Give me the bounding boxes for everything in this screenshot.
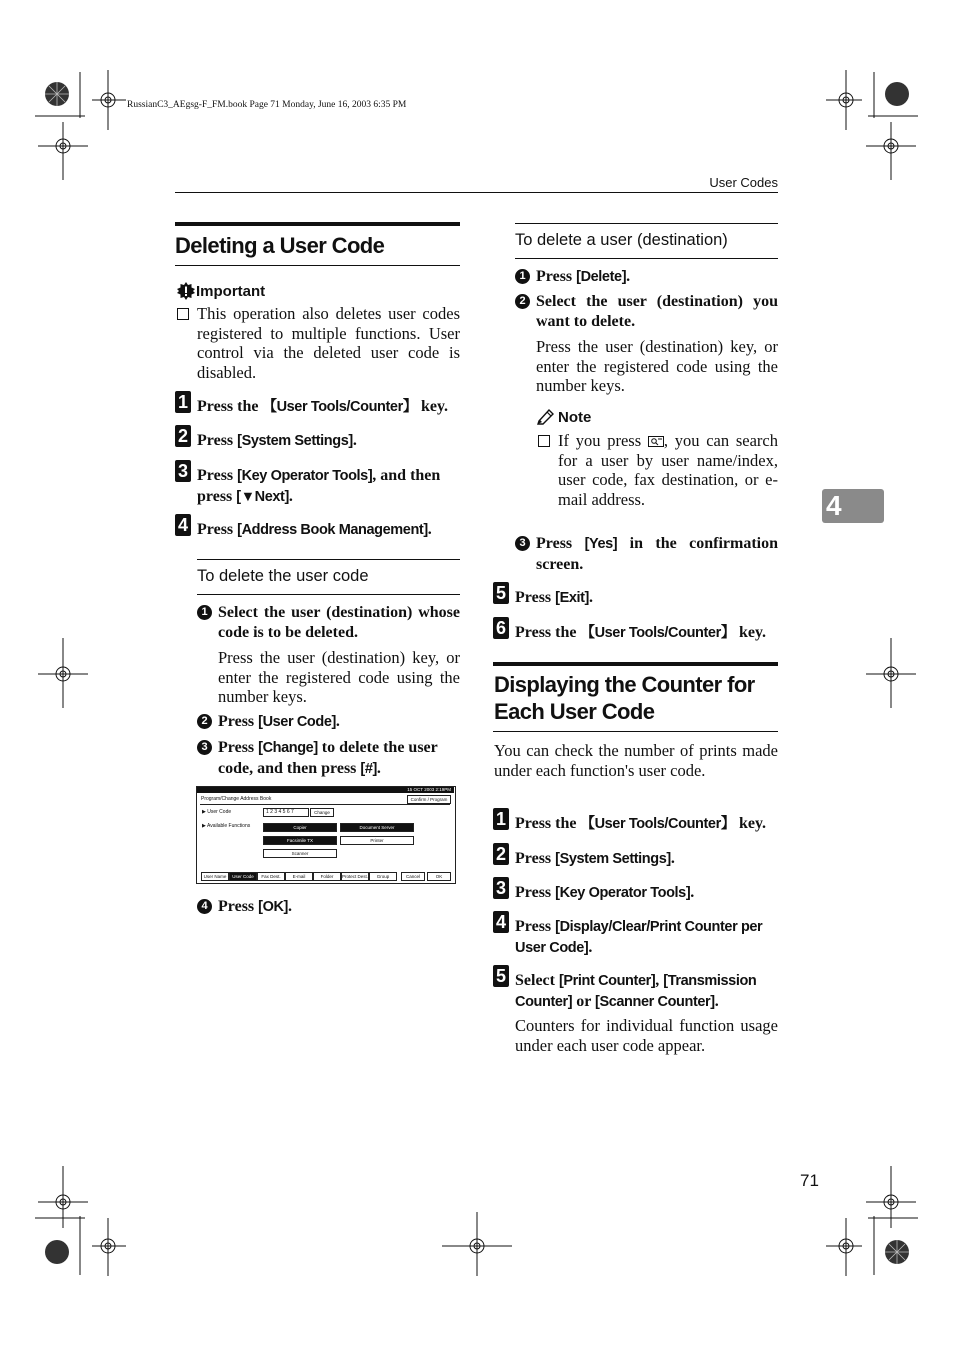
key-user-tools-counter: 【User Tools/Counter】 bbox=[580, 816, 735, 832]
ok-button[interactable]: OK bbox=[427, 872, 451, 881]
substep-number: 2 bbox=[515, 294, 530, 309]
subsection-top-rule bbox=[197, 559, 460, 560]
page-number: 71 bbox=[800, 1171, 819, 1190]
key-print-counter: [Print Counter] bbox=[558, 973, 656, 989]
substep-number: 1 bbox=[197, 605, 212, 620]
step-text: Press [Key Operator Tools]. bbox=[515, 884, 695, 901]
step-number: 2 bbox=[493, 843, 509, 865]
change-button[interactable]: Change bbox=[310, 808, 334, 817]
tab-group[interactable]: Group bbox=[369, 872, 397, 881]
step-number: 4 bbox=[493, 911, 509, 933]
key-key-operator-tools: [Key Operator Tools] bbox=[237, 468, 373, 484]
tab-email[interactable]: E-mail bbox=[285, 872, 313, 881]
substep-text: Press [Yes] in the confirmation screen. bbox=[536, 535, 779, 573]
section-bottom-rule bbox=[493, 731, 778, 732]
step-number: 1 bbox=[493, 808, 509, 830]
key-ok: [OK] bbox=[258, 899, 288, 915]
key-address-book-management: [Address Book Management] bbox=[237, 522, 428, 538]
substep-body: Press the user (destination) key, or enter the registered code using the number keys. bbox=[218, 648, 460, 706]
pencil-note-icon bbox=[536, 407, 556, 425]
substep-number: 4 bbox=[197, 899, 212, 914]
function-printer[interactable]: Printer bbox=[340, 836, 414, 845]
key-display-clear-print-counter: [Display/Clear/Print Counter per User Code] bbox=[515, 919, 763, 956]
section-top-rule bbox=[493, 662, 778, 666]
step-text: Press [Exit]. bbox=[515, 589, 593, 606]
substep-number: 3 bbox=[197, 740, 212, 755]
subsection-top-rule bbox=[515, 223, 778, 224]
tab-user-code[interactable]: User Code bbox=[229, 872, 257, 881]
function-copier[interactable]: Copier bbox=[263, 823, 337, 832]
tab-user-name[interactable]: User Name bbox=[201, 872, 229, 881]
section-title-deleting: Deleting a User Code bbox=[175, 233, 385, 258]
running-head: User Codes bbox=[709, 175, 778, 190]
subsection-bottom-rule bbox=[515, 258, 778, 259]
step-number: 5 bbox=[493, 582, 509, 604]
important-label: Important bbox=[196, 283, 266, 300]
substep-text: Select the user (destination) whose code is to be deleted. bbox=[218, 604, 460, 641]
user-code-label: ▶ User Code bbox=[202, 809, 232, 815]
function-facsimile-tx[interactable]: Facsimile TX bbox=[263, 836, 337, 845]
step-number: 3 bbox=[493, 877, 509, 899]
step-number: 6 bbox=[493, 617, 509, 639]
section-top-rule bbox=[175, 222, 460, 226]
key-yes: [Yes] bbox=[584, 536, 618, 552]
step-number: 2 bbox=[175, 425, 191, 447]
key-change: [Change] bbox=[258, 740, 318, 756]
header-rule bbox=[175, 192, 778, 193]
step-text: Press the 【User Tools/Counter】 key. bbox=[515, 815, 767, 832]
step-text: Press the 【User Tools/Counter】 key. bbox=[515, 624, 767, 641]
tab-folder[interactable]: Folder bbox=[313, 872, 341, 881]
step-text: Press [Key Operator Tools], and then press [▼Next]. bbox=[197, 467, 441, 505]
section-title-displaying-line1: Displaying the Counter for bbox=[494, 672, 755, 697]
section-bottom-rule bbox=[175, 265, 460, 266]
section-title-displaying-line2: Each User Code bbox=[494, 699, 655, 724]
key-hash: [#] bbox=[360, 760, 377, 777]
key-system-settings: [System Settings] bbox=[555, 851, 671, 867]
substep-text: Press [User Code]. bbox=[218, 713, 340, 730]
step-text: Press [Display/Clear/Print Counter per User Code]. bbox=[515, 918, 763, 956]
screen-status-text: 15 OCT 2003 2:19PM bbox=[407, 787, 451, 792]
chapter-tab: 4 bbox=[822, 489, 884, 523]
key-key-operator-tools: [Key Operator Tools] bbox=[555, 885, 691, 901]
available-functions-label: ▶ Available Functions bbox=[202, 823, 251, 829]
key-next: [▼Next] bbox=[236, 488, 289, 505]
note-text: If you press , you can search for a user by user name/index, user code, fax destination, or e-mail address. bbox=[558, 431, 778, 509]
substep-number: 3 bbox=[515, 536, 530, 551]
step-text: Select [Print Counter], [Transmission Counter] or [Scanner Counter]. bbox=[515, 972, 757, 1010]
step-text: Press the 【User Tools/Counter】 key. bbox=[197, 398, 449, 415]
key-user-tools-counter: 【User Tools/Counter】 bbox=[262, 399, 417, 415]
tab-fax-dest[interactable]: Fax Dest. bbox=[257, 872, 285, 881]
screen-divider bbox=[200, 804, 450, 805]
cancel-button[interactable]: Cancel bbox=[401, 872, 425, 881]
function-scanner[interactable]: Scanner bbox=[263, 849, 337, 858]
checkbox-bullet bbox=[177, 308, 189, 320]
confirm-program-button[interactable]: Confirm / Program bbox=[407, 795, 451, 804]
substep-body: Press the user (destination) key, or enter the registered code using the number keys. bbox=[536, 337, 778, 395]
tab-protect-dest[interactable]: Protect Dest. bbox=[342, 874, 369, 879]
function-document-server[interactable]: Document Server bbox=[340, 823, 414, 832]
search-destination-icon bbox=[648, 436, 664, 447]
control-panel-screenshot bbox=[196, 786, 456, 884]
important-text: This operation also deletes user codes registered to multiple functions. User control via the deleted user code is disabled. bbox=[197, 304, 460, 382]
user-code-field[interactable]: 1 2 3 4 5 6 7 bbox=[263, 808, 309, 817]
key-exit: [Exit] bbox=[555, 590, 589, 606]
substep-number: 1 bbox=[515, 269, 530, 284]
subsection-title-delete-user-code: To delete the user code bbox=[197, 567, 369, 585]
step-text: Press [System Settings]. bbox=[515, 850, 675, 867]
substep-text: Press [Delete]. bbox=[536, 268, 631, 285]
key-user-code: [User Code] bbox=[258, 714, 336, 730]
step-text: Press [System Settings]. bbox=[197, 432, 357, 449]
key-delete: [Delete] bbox=[576, 269, 627, 285]
substep-text: Press [OK]. bbox=[218, 898, 292, 915]
step-number: 3 bbox=[175, 460, 191, 482]
substep-text: Press [Change] to delete the user code, and then press [#]. bbox=[218, 739, 438, 777]
file-info: RussianC3_AEgsg-F_FM.book Page 71 Monday, June 16, 2003 6:35 PM bbox=[127, 100, 407, 110]
step-text: Press [Address Book Management]. bbox=[197, 521, 432, 538]
step-number: 4 bbox=[175, 514, 191, 536]
substep-text: Select the user (destination) you want to delete. bbox=[536, 293, 778, 330]
key-scanner-counter: [Scanner Counter] bbox=[595, 993, 715, 1010]
key-transmission-counter: [Transmission Counter] bbox=[515, 973, 757, 1010]
subsection-title-delete-user: To delete a user (destination) bbox=[515, 231, 728, 249]
step-number: 5 bbox=[493, 965, 509, 987]
screen-title: Program/Change Address Book bbox=[201, 796, 272, 802]
note-label: Note bbox=[558, 409, 592, 426]
important-icon bbox=[176, 281, 196, 301]
section-intro: You can check the number of prints made under each function's user code. bbox=[494, 741, 778, 780]
step-number: 1 bbox=[175, 391, 191, 413]
key-system-settings: [System Settings] bbox=[237, 433, 353, 449]
checkbox-bullet bbox=[538, 435, 550, 447]
subsection-bottom-rule bbox=[197, 594, 460, 595]
key-user-tools-counter: 【User Tools/Counter】 bbox=[580, 625, 735, 641]
step-body: Counters for individual function usage under each user code appear. bbox=[515, 1016, 778, 1055]
substep-number: 2 bbox=[197, 714, 212, 729]
